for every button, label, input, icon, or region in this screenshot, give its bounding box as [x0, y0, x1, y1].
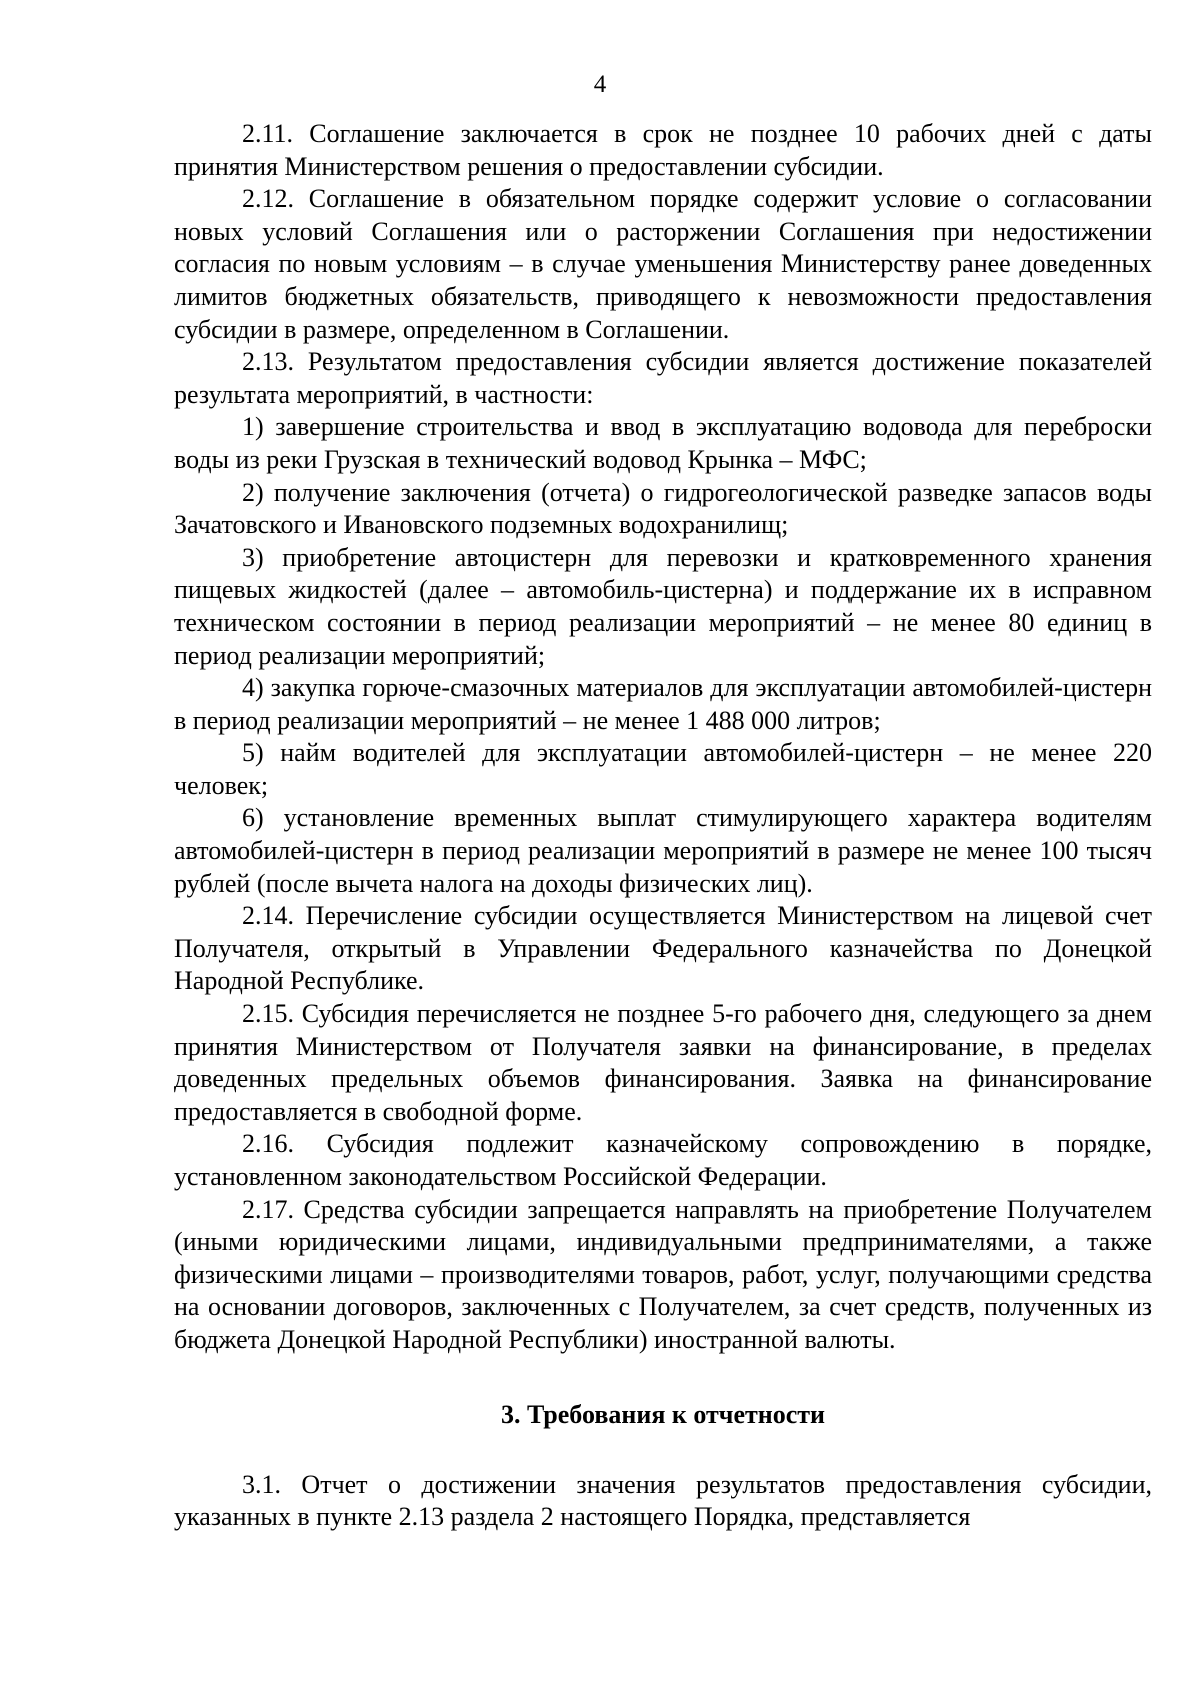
paragraph-2-12: 2.12. Соглашение в обязательном порядке содержит условие о согласовании новых условий Соглашения или о расторжении Соглашения при недостижении согласия по новым условиям – в случае уменьшения Министерству ранее доведенных лимитов бюджетных обязательств, приводящего к невозможности предоставления субсидии в размере, определенном в Соглашении.	[174, 184, 1152, 344]
paragraph-2-15: 2.15. Субсидия перечисляется не позднее 5-го рабочего дня, следующего за днем принятия Министерством от Получателя заявки на финансирование, в пределах доведенных предельных объемов финансирования. Заявка на финансирование предоставляется в свободной форме.	[174, 999, 1152, 1126]
section-3-heading: 3. Требования к отчетности	[500, 1399, 826, 1429]
document-body	[174, 118, 1152, 1534]
list-item-2: 2) получение заключения (отчета) о гидрогеологической разведке запасов воды Зачатовского и Ивановского подземных водохранилищ;	[174, 477, 1152, 540]
list-item-5: 5) найм водителей для эксплуатации автомобилей-цистерн – не менее 220 человек;	[174, 738, 1152, 800]
paragraph-2-17: 2.17. Средства субсидии запрещается направлять на приобретение Получателем (иными юридическими лицами, индивидуальными предпринимателями, а также физическими лицами – производителями товаров, работ, услуг, получающими средства на основании договоров, заключенных с Получателем, за счет средств, полученных из бюджета Донецкой Народной Республики) иностранной валюты.	[174, 1194, 1152, 1354]
list-item-4: 4) закупка горюче-смазочных материалов для эксплуатации автомобилей-цистерн в период реализации мероприятий – не менее 1 488 000 литров;	[174, 673, 1152, 735]
paragraph-2-11: 2.11. Соглашение заключается в срок не позднее 10 рабочих дней с даты принятия Министерством решения о предоставлении субсидии.	[174, 119, 1152, 181]
list-item-3: 3) приобретение автоцистерн для перевозки и кратковременного хранения пищевых жидкостей (далее – автомобиль-цистерна) и поддержание их в исправном техническом состоянии в период реализации мероприятий – не менее 80 единиц в период реализации мероприятий;	[174, 542, 1152, 670]
paragraph-3-1: 3.1. Отчет о достижении значения результатов предоставления субсидии, указанных в пункте 2.13 раздела 2 настоящего Порядка, представляется	[174, 1469, 1152, 1532]
list-item-6: 6) установление временных выплат стимулирующего характера водителям автомобилей-цистерн в период реализации мероприятий в размере не менее 100 тысяч рублей (после вычета налога на доходы физических лиц).	[174, 803, 1152, 898]
paragraph-2-14: 2.14. Перечисление субсидии осуществляется Министерством на лицевой счет Получателя, открытый в Управлении Федерального казначейства по Донецкой Народной Республике.	[174, 901, 1152, 996]
paragraph-2-16: 2.16. Субсидия подлежит казначейскому сопровождению в порядке, установленном законодательством Российской Федерации.	[174, 1129, 1152, 1191]
list-item-1: 1) завершение строительства и ввод в эксплуатацию водовода для переброски воды из реки Грузская в технический водовод Крынка – МФС;	[174, 412, 1152, 474]
page-number: 4	[593, 71, 607, 98]
paragraph-2-13: 2.13. Результатом предоставления субсидии является достижение показателей результата мероприятий, в частности:	[174, 347, 1152, 409]
